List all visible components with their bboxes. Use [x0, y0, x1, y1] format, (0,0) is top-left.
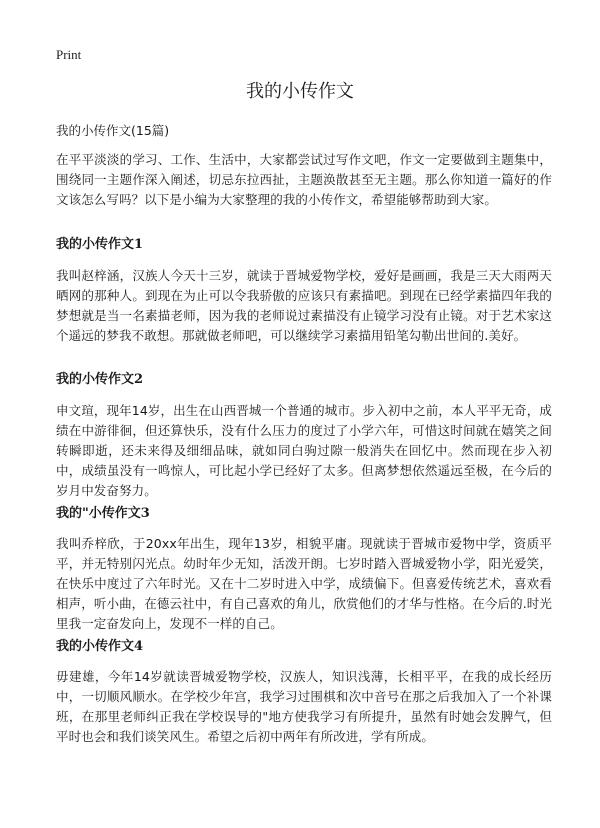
page-title: 我的小传作文 — [246, 81, 354, 102]
document-subtitle: 我的小传作文(15篇) — [56, 123, 170, 138]
section-heading-1: 我的小传作文1 — [56, 237, 144, 252]
section-body-3: 我叫乔梓欣，于20xx年出生，现年13岁，相貌平庸。现就读于晋城市爱物中学，资质平平，并无特别闪光点。幼时年少无知，活泼开朗。七岁时踏入晋城爱物小学，阳光爱笑，在快乐中度过了六年时光。又在十二岁时进入中学，成绩偏下。但喜爱传统艺术，喜欢看相声，听小曲，在德云社中，有自己喜欢的角儿，欣赏他们的才华与性格。在今后的.时光里我一定奋发向上，发现不一样的自己。 — [56, 536, 552, 631]
section-heading-4: 我的小传作文4 — [56, 639, 144, 654]
section-body-4: 毋建雄，今年14岁就读晋城爱物学校，汉族人，知识浅薄，长相平平，在我的成长经历中，一切顺风顺水。在学校少年宫，我学习过围棋和次中音号在那之后我加入了一个补课班，在那里老师纠正我在学校误导的"地方使我学习有所提升，虽然有时她会发脾气，但平时也会和我们谈笑风生。希望之后初中两年有所改进，学有所成。 — [56, 669, 552, 744]
intro-paragraph: 在平平淡淡的学习、工作、生活中，大家都尝试过写作文吧，作文一定要做到主题集中，围绕同一主题作深入阐述，切忌东拉西扯，主题涣散甚至无主题。那么你知道一篇好的作文该怎么写吗？以下是小编为大家整理的我的小传作文，希望能够帮助到大家。 — [56, 152, 552, 207]
section-body-2: 申文瑄，现年14岁，出生在山西晋城一个普通的城市。步入初中之前，本人平平无奇，成绩在中游徘徊，但还算快乐，没有什么压力的度过了小学六年，可惜这时间就在嬉笑之间转瞬即逝，还未来得及细细品味，就如同白驹过隙一般消失在回忆中。然而现在步入初中，成绩虽没有一鸣惊人，可比起小学已经好了太多。但离梦想依然遥远至极，在今后的岁月中发奋努力。 — [56, 403, 552, 498]
section-heading-3: 我的"小传作文3 — [56, 506, 150, 521]
section-heading-2: 我的小传作文2 — [56, 372, 144, 387]
print-link[interactable]: Print — [56, 47, 82, 62]
section-body-1: 我叫赵梓涵，汉族人今天十三岁，就读于晋城爱物学校，爱好是画画，我是三天大雨两天晒网的那种人。到现在为止可以令我骄傲的应该只有素描吧。到现在已经学素描四年我的梦想就是当一名素描老师，因为我的老师说过素描没有止镜学习没有止镜。对于艺术家这个遥远的梦我不敢想。那就做老师吧，可以继续学习素描用铅笔勾勒出世间的.美好。 — [56, 268, 552, 343]
